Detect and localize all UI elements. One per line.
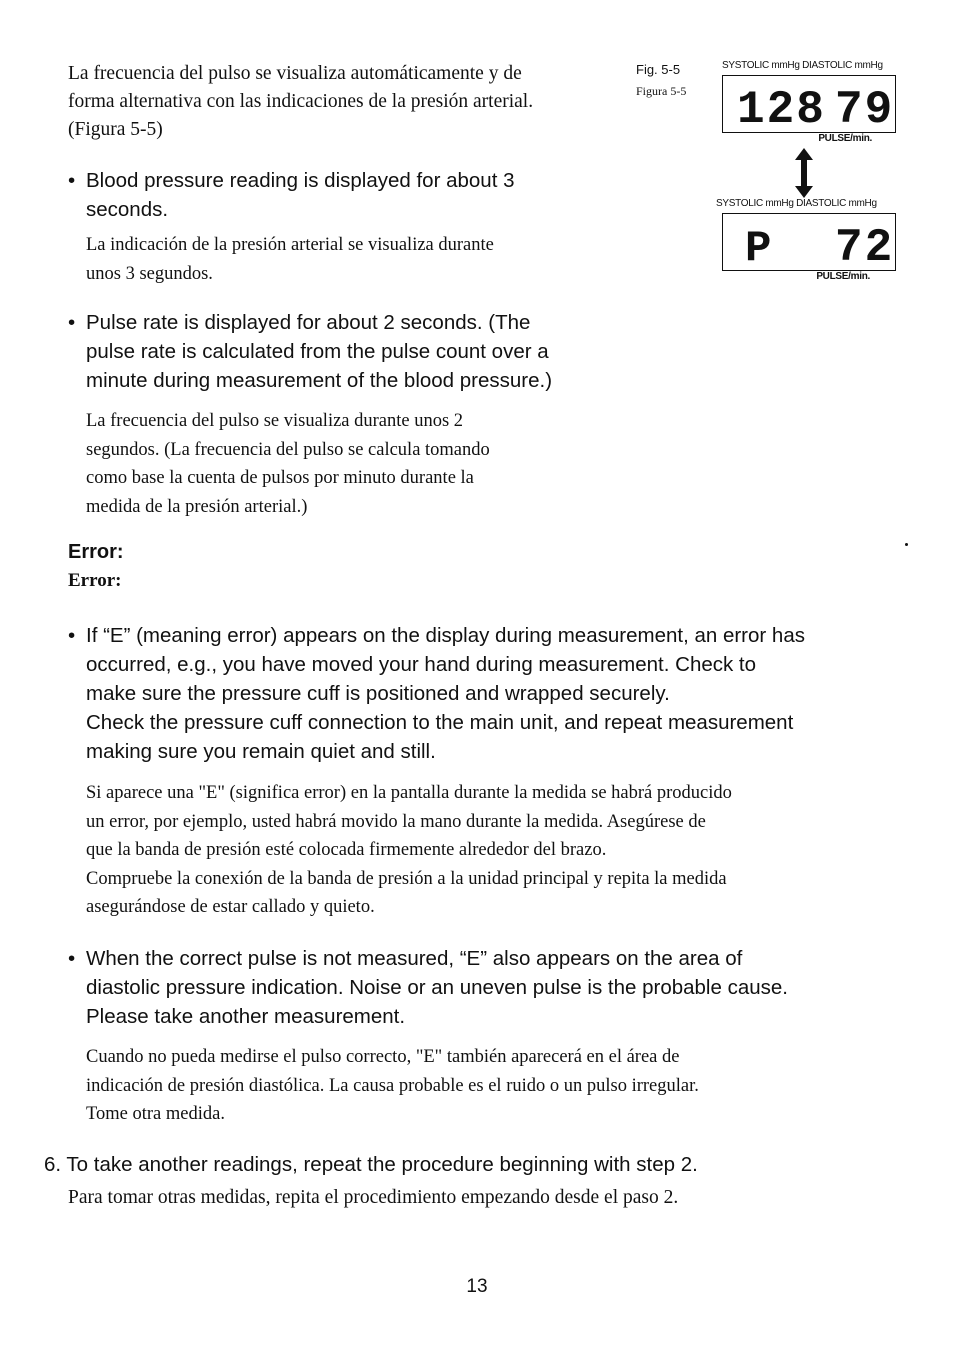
bullet-dot: • bbox=[68, 311, 76, 334]
bullet-dot: • bbox=[68, 169, 76, 192]
bullet-text-line: If “E” (meaning error) appears on the display during measurement, an error has bbox=[86, 624, 805, 647]
lcd-display-blood-pressure bbox=[722, 75, 896, 133]
step-6-instruction-spanish: Para tomar otras medidas, repita el procedimiento empezando desde el paso 2. bbox=[68, 1187, 679, 1208]
lcd-display-pulse bbox=[722, 213, 896, 271]
seven-segment-readout bbox=[723, 214, 895, 270]
bullet-error-e bbox=[68, 621, 936, 766]
lcd-figure bbox=[716, 60, 912, 300]
bullet-text-line: Compruebe la conexión de la banda de presión a la unidad principal y repita la medida bbox=[86, 868, 727, 889]
bullet-pulse-not-measured bbox=[68, 944, 936, 1031]
error-heading-spanish: Error: bbox=[68, 570, 122, 591]
figure-label-spanish: Figura 5-5 bbox=[636, 84, 687, 98]
bullet-text-line: Si aparece una "E" (significa error) en la pantalla durante la medida se habrá producido bbox=[86, 783, 732, 803]
bullet-text-line: La indicación de la presión arterial se visualiza durante bbox=[86, 235, 494, 255]
up-down-arrow-icon bbox=[794, 148, 814, 198]
bullet-text-line: asegurándose de estar callado y quieto. bbox=[86, 897, 375, 917]
bullet-text-line: occurred, e.g., you have moved your hand during measurement. Check to bbox=[86, 653, 757, 676]
figure-label: Fig. 5-5 bbox=[636, 62, 681, 77]
page-number: 13 bbox=[466, 1276, 488, 1297]
error-heading: Error: bbox=[68, 541, 124, 563]
intro-line: (Figura 5-5) bbox=[68, 119, 163, 140]
intro-line: La frecuencia del pulso se visualiza automáticamente y de bbox=[68, 63, 522, 84]
bullet-text-line: un error, por ejemplo, usted habrá movido la mano durante la medida. Asegúrese de bbox=[86, 811, 706, 832]
diastolic-value: 79 bbox=[835, 84, 895, 132]
bullet-text-line: Pulse rate is displayed for about 2 seconds. (The bbox=[86, 311, 531, 334]
intro-line: forma alternativa con las indicaciones de la presión arterial. bbox=[68, 91, 534, 112]
bullet-pulse-rate-display-spanish bbox=[86, 407, 626, 521]
bullet-text-line: When the correct pulse is not measured, “E” also appears on the area of bbox=[86, 947, 743, 970]
bullet-text-line: Please take another measurement. bbox=[86, 1005, 406, 1028]
bullet-text-line: make sure the pressure cuff is positioned and wrapped securely. bbox=[86, 682, 670, 705]
bullet-dot: • bbox=[68, 624, 76, 647]
bullet-text-line: segundos. (La frecuencia del pulso se calcula tomando bbox=[86, 439, 490, 460]
pulse-value: 72 bbox=[835, 222, 895, 270]
bullet-dot: • bbox=[68, 947, 76, 970]
lcd-footer: PULSE/min. bbox=[816, 271, 870, 282]
bullet-text-line: como base la cuenta de pulsos por minuto durante la bbox=[86, 468, 474, 488]
bullet-text-line: Tome otra medida. bbox=[86, 1104, 225, 1124]
bullet-pulse-rate-display bbox=[68, 308, 646, 395]
bullet-text-line: unos 3 segundos. bbox=[86, 263, 213, 284]
bullet-text-line: seconds. bbox=[86, 198, 169, 221]
systolic-value: 128 bbox=[737, 84, 826, 132]
lcd-header: SYSTOLIC mmHg DIASTOLIC mmHg bbox=[722, 60, 883, 71]
bullet-text-line: making sure you remain quiet and still. bbox=[86, 740, 436, 763]
step-6-instruction: 6. To take another readings, repeat the procedure beginning with step 2. bbox=[44, 1153, 698, 1176]
bullet-text-line: que la banda de presión esté colocada firmemente alrededor del brazo. bbox=[86, 840, 607, 860]
bullet-error-e-spanish bbox=[86, 779, 916, 922]
bullet-text-line: medida de la presión arterial.) bbox=[86, 496, 308, 517]
lcd-footer: PULSE/min. bbox=[818, 133, 872, 144]
bullet-text-line: Check the pressure cuff connection to the main unit, and repeat measurement bbox=[86, 711, 794, 734]
bullet-pulse-not-measured-spanish bbox=[86, 1043, 916, 1129]
bullet-blood-pressure-display-spanish bbox=[86, 231, 626, 288]
bullet-text-line: Cuando no pueda medirse el pulso correcto, "E" también aparecerá en el área de bbox=[86, 1047, 680, 1067]
lcd-header: SYSTOLIC mmHg DIASTOLIC mmHg bbox=[716, 198, 877, 209]
intro-paragraph bbox=[68, 60, 628, 144]
bullet-text-line: pulse rate is calculated from the pulse count over a bbox=[86, 340, 549, 363]
bullet-text-line: Blood pressure reading is displayed for about 3 bbox=[86, 169, 515, 192]
stray-dot bbox=[905, 543, 908, 546]
bullet-text-line: diastolic pressure indication. Noise or an uneven pulse is the probable cause. bbox=[86, 976, 788, 999]
bullet-text-line: La frecuencia del pulso se visualiza durante unos 2 bbox=[86, 411, 464, 431]
bullet-blood-pressure-display bbox=[68, 166, 646, 224]
bullet-text-line: minute during measurement of the blood pressure.) bbox=[86, 369, 553, 392]
pulse-symbol: P bbox=[745, 224, 772, 270]
bullet-text-line: indicación de presión diastólica. La causa probable es el ruido o un pulso irregular. bbox=[86, 1075, 699, 1096]
seven-segment-readout bbox=[723, 76, 895, 132]
